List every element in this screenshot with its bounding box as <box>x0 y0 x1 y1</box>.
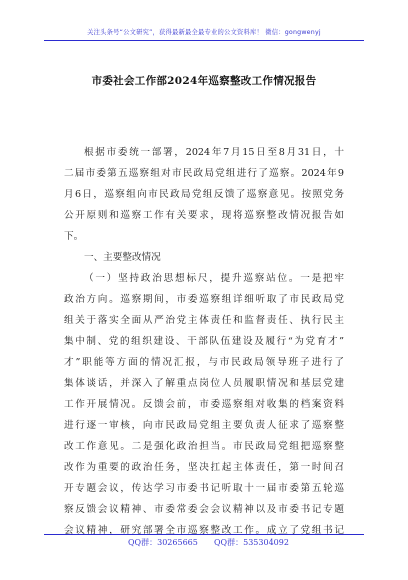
document-title: 市委社会工作部2024年巡察整改工作情况报告 <box>91 75 317 87</box>
body-line: 察反馈会议精神、市委常委会会议精神以及市委书记专题 <box>64 504 344 515</box>
body-line: 下。 <box>64 231 84 242</box>
body-line: 会议精神，研究部署全市巡察整改工作。成立了党组书记 <box>64 525 344 536</box>
body-line: 才”职能等方面的情况汇报，与市民政局领导班子进行了 <box>64 357 344 368</box>
body-line: 组关于落实全面从严治党主体责任和监督责任、执行民主 <box>64 315 344 326</box>
body-line: 进行逐一审核，向市民政局党组主要负责人征求了巡察整 <box>64 420 344 431</box>
body-line: 改作为重要的政治任务，坚决扛起主体责任，第一时间召 <box>64 462 344 473</box>
footer-divider <box>44 534 364 535</box>
body-line: 集体谈话，并深入了解重点岗位人员履职情况和基层党建 <box>64 378 344 389</box>
body-line: 二届市委第五巡察组对市民政局党组进行了巡察。2024年9 <box>64 168 344 179</box>
body-line: 开专题会议，传达学习市委书记听取十一届市委第五轮巡 <box>64 483 344 494</box>
body-line: 集中制、党的组织建设、干部队伍建设及履行“为党育才” <box>64 336 344 347</box>
header-divider <box>44 40 364 41</box>
section-heading: 一、主要整改情况 <box>84 252 161 263</box>
body-line: （一）坚持政治思想标尺，提升巡察站位。一是把牢 <box>84 273 344 284</box>
body-line: 政治方向。巡察期间，市委巡察组详细听取了市民政局党 <box>64 294 344 305</box>
body-line: 根据市委统一部署，2024年7月15日至8月31日，十 <box>84 147 344 158</box>
body-line: 改工作意见。二是强化政治担当。市民政局党组把巡察整 <box>64 441 344 452</box>
body-line: 公开原则和巡察工作有关要求，现将巡察整改情况报告如 <box>64 210 344 221</box>
footer-qq-group-1: QQ群：30265665 <box>128 538 198 547</box>
body-line: 月6日，巡察组向市民政局党组反馈了巡察意见。按照党务 <box>64 189 344 200</box>
body-line: 工作开展情况。反馈会前，市委巡察组对收集的档案资料 <box>64 399 344 410</box>
footer-qq-group-2: QQ群：535304092 <box>214 538 289 547</box>
top-banner: 关注头条号“公文研究”，获得最新最全最专业的公文资料库！ 微信：gongwenyj <box>87 29 321 36</box>
